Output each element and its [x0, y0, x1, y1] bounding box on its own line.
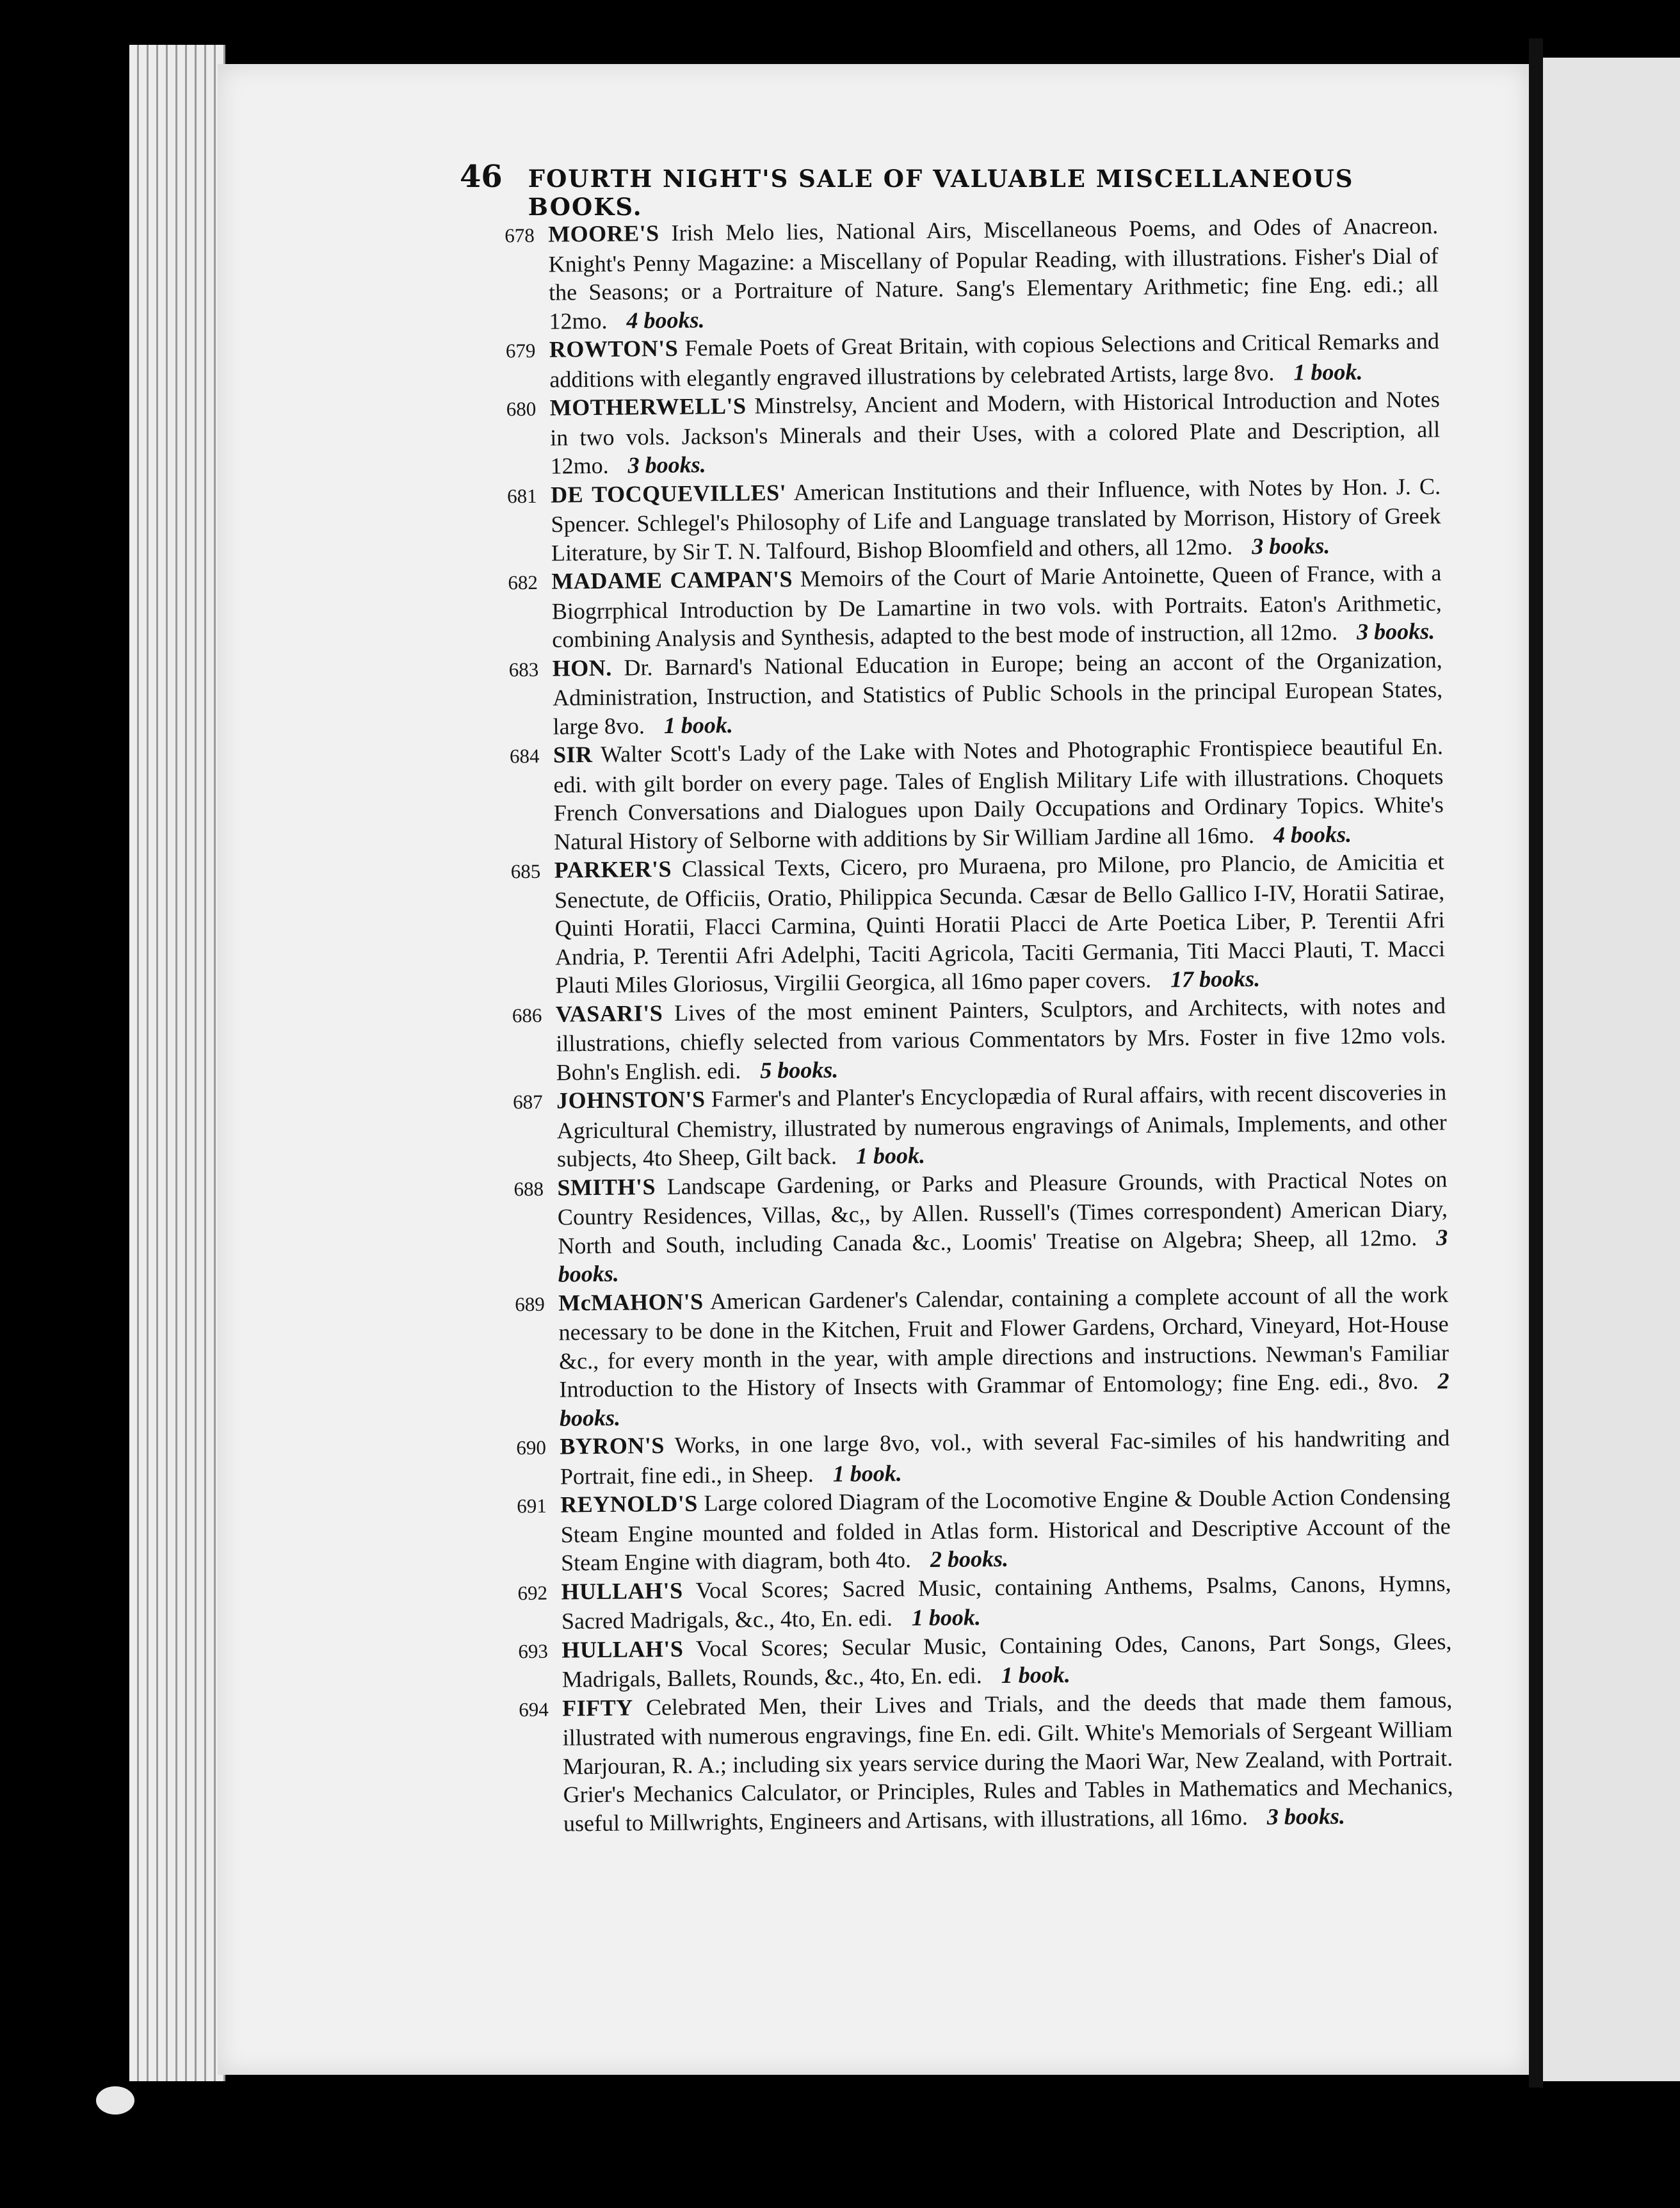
- lot-number: 680: [506, 397, 537, 421]
- lot-description: Irish Melo lies, National Airs, Miscellaneous Poems, and Odes of Anacreon. Knight's Penny Magazine: a Miscellany of Popular Reading, with illustrations. Fisher's Dial of the Seasons; or a Portraiture of Nature. Sang's Elementary Arithmetic; fine Eng. edi.; all 12mo.: [548, 213, 1439, 334]
- lot-description: Classical Texts, Cicero, pro Muraena, pro Milone, pro Plancio, de Amicitia et Senectute, de Officiis, Oratio, Philippica Secunda. Cæsar de Bello Gallico I-IV, Horatii Satirae, Quinti Horatii, Flacci Carmina, Quinti Horatii Placci de Arte Poetica Liber, P. Terentii Afri Andria, P. Terentii Afri Adelphi, Taciti Agricola, Taciti Germania, Titi Macci Plauti, T. Macci Plauti Miles Gloriosus, Virgilii Georgica, all 16mo paper covers.: [554, 848, 1446, 998]
- lot-description: Celebrated Men, their Lives and Trials, and the deeds that made them famous, illustrated with numerous engravings, fine En. edi. Gilt. White's Memorials of Sergeant William Marjouran, R. A.; including six years service during the Maori War, New Zealand, with Portrait. Grier's Mechanics Calculator, or Principles, Rules and Tables in Mathematics and Mechanics, useful to Millwrights, Engineers and Artisans, with illustrations, all 16mo.: [562, 1686, 1453, 1837]
- lot-count: 3 books.: [558, 1224, 1448, 1287]
- lot-title: MADAME CAMPAN'S: [551, 566, 793, 594]
- adjacent-page: [1543, 58, 1680, 2081]
- lot-title: HULLAH'S: [561, 1577, 683, 1605]
- lot-number: 692: [517, 1581, 548, 1604]
- lot-title: VASARI'S: [555, 1000, 663, 1027]
- lot-count: 3 books.: [1356, 618, 1435, 645]
- lot-title: MOTHERWELL'S: [549, 393, 747, 421]
- lot-title: McMAHON'S: [558, 1288, 704, 1316]
- lot-title: SMITH'S: [557, 1173, 656, 1201]
- lot-count: 2 books.: [559, 1368, 1450, 1431]
- lot-count: 1 book.: [663, 711, 734, 738]
- lot-description: Vocal Scores; Secular Music, Containing Odes, Canons, Part Songs, Glees, Madrigals, Ballets, Rounds, &c., 4to, En. edi.: [561, 1628, 1452, 1693]
- lot-entry: [467, 1078, 1447, 1174]
- lot-entry: [460, 385, 1441, 481]
- lot-count: 17 books.: [1170, 966, 1261, 993]
- lot-number: 689: [515, 1292, 545, 1315]
- lot-count: 1 book.: [1293, 358, 1363, 385]
- page-edges: [129, 45, 225, 2081]
- lot-description: Large colored Diagram of the Locomotive Engine & Double Action Condensing Steam Engine mounted and folded in Atlas form. Historical and Descriptive Account of the Steam Engine with diagram, both 4to.: [560, 1483, 1451, 1576]
- lot-entry: [472, 1627, 1452, 1695]
- ink-blot: [96, 2086, 134, 2115]
- lot-count: 3 books.: [1266, 1803, 1346, 1830]
- lot-entry: [469, 1280, 1450, 1433]
- lot-entry: [462, 558, 1442, 654]
- lot-title: DE TOCQUEVILLES': [550, 479, 787, 508]
- lot-number: 690: [516, 1436, 547, 1459]
- lot-description: American Gardener's Calendar, containing a complete account of all the work necessary to be done in the Kitchen, Fruit and Flower Gardens, Orchard, Vineyard, Hot-House &c., for every month in the year, with ample directions and instructions. Newman's Familiar Introduction to the History of Insects with Grammar of Entomology; fine Eng. edi., 8vo.: [558, 1281, 1450, 1402]
- lot-title: MOORE'S: [548, 220, 659, 247]
- lot-number: 687: [513, 1090, 543, 1114]
- lot-description: Dr. Barnard's National Education in Europe; being an accont of the Organization, Administration, Instruction, and Statistics of Public Schools in the principal European States, large 8vo.: [552, 646, 1443, 740]
- lot-title: FIFTY: [562, 1694, 633, 1721]
- lot-number: 684: [509, 744, 540, 768]
- book-gutter: [1529, 38, 1543, 2088]
- lot-title: SIR: [553, 742, 593, 768]
- lot-entry: [467, 1165, 1448, 1290]
- lot-description: Walter Scott's Lady of the Lake with Notes and Photographic Frontispiece beautiful En. edi. with gilt border on every page. Tales of English Military Life with illustrations. Choquets French Conversations and Dialogues upon Daily Occupations and Ordinary Topics. White's Natural History of Selborne with additions by Sir William Jardine all 16mo.: [553, 733, 1444, 855]
- lot-description: Landscape Gardening, or Parks and Pleasure Grounds, with Practical Notes on Country Residences, Villas, &c,, by Allen. Russell's (Times correspondent) American Diary, North and South, including Canada &c., Loomis' Treatise on Algebra; Sheep, all 12mo.: [557, 1165, 1448, 1259]
- lot-number: 693: [518, 1639, 549, 1662]
- lot-description: Memoirs of the Court of Marie Antoinette, Queen of France, with a Biogrrphical Introduction by De Lamartine in two vols. with Portraits. Eaton's Arithmetic, combining Analysis and Synthesis, adapted to the best mode of instruction, all 12mo.: [551, 560, 1442, 653]
- lot-number: 691: [517, 1494, 547, 1518]
- lot-title: HON.: [552, 654, 612, 681]
- lot-count: 3 books.: [1252, 532, 1330, 559]
- lot-title: REYNOLD'S: [560, 1490, 698, 1518]
- lot-entry: [472, 1685, 1453, 1839]
- lot-count: 2 books.: [930, 1545, 1009, 1573]
- lot-number: 682: [508, 571, 538, 594]
- lot-entry: [470, 1424, 1450, 1491]
- lot-count: 3 books.: [627, 451, 706, 478]
- lot-count: 5 books.: [760, 1056, 839, 1084]
- lot-title: JOHNSTON'S: [556, 1086, 706, 1114]
- lot-count: 1 book.: [1001, 1661, 1070, 1688]
- page-number: 46: [460, 159, 503, 195]
- lot-entry: [458, 211, 1439, 336]
- lot-description: Vocal Scores; Sacred Music, containing Anthems, Psalms, Canons, Hymns, Sacred Madrigals, &c., 4to, En. edi.: [561, 1570, 1451, 1634]
- page-header: [460, 159, 1369, 221]
- lot-entry: [471, 1569, 1451, 1637]
- lot-description: Works, in one large 8vo, vol., with several Fac-similes of his handwriting and Portrait, fine edi., in Sheep.: [560, 1425, 1450, 1490]
- lot-number: 678: [505, 223, 535, 247]
- lot-entry: [460, 327, 1440, 394]
- lot-description: Female Poets of Great Britain, with copious Selections and Critical Remarks and additions with elegantly engraved illustrations by celebrated Artists, large 8vo.: [549, 328, 1440, 393]
- lot-description: Minstrelsy, Ancient and Modern, with Historical Introduction and Notes in two vols. Jackson's Minerals and their Uses, with a colored Plate and Description, all 12mo.: [550, 386, 1441, 479]
- lot-entry: [471, 1482, 1451, 1578]
- lot-number: 686: [512, 1003, 542, 1027]
- lot-number: 681: [506, 484, 537, 507]
- lot-description: Lives of the most eminent Painters, Sculptors, and Architects, with notes and illustrations, chiefly selected from various Commentators by Mrs. Foster in five 12mo vols. Bohn's English. edi.: [556, 992, 1446, 1085]
- lot-count: 1 book.: [832, 1459, 902, 1486]
- lot-number: 694: [519, 1698, 549, 1721]
- lot-title: PARKER'S: [554, 856, 672, 883]
- lot-count: 4 books.: [626, 306, 705, 333]
- lot-title: HULLAH'S: [561, 1636, 684, 1663]
- lot-entry: [465, 847, 1446, 1000]
- lot-number: 688: [513, 1177, 544, 1200]
- lot-count: 1 book.: [855, 1142, 926, 1169]
- lot-description: Farmer's and Planter's Encyclopædia of Rural affairs, with recent discoveries in Agricultural Chemistry, illustrated by numerous engravings of Animals, Implements, and other subjects, 4to Sheep, Gilt back.: [556, 1079, 1447, 1172]
- lot-number: 679: [505, 339, 536, 362]
- lot-entry: [464, 732, 1444, 857]
- lot-list: [458, 211, 1453, 1839]
- lot-entry: [466, 991, 1446, 1087]
- lot-number: 685: [510, 859, 541, 883]
- lot-number: 683: [508, 658, 539, 681]
- lot-entry: [463, 645, 1443, 742]
- lot-count: 4 books.: [1273, 821, 1352, 848]
- lot-title: ROWTON'S: [549, 335, 679, 362]
- lot-count: 1 book.: [911, 1604, 981, 1631]
- header-title: FOURTH NIGHT'S SALE OF VALUABLE MISCELLANEOUS BOOKS.: [528, 165, 1354, 221]
- lot-title: BYRON'S: [560, 1432, 665, 1459]
- lot-description: American Institutions and their Influence, with Notes by Hon. J. C. Spencer. Schlegel's Philosophy of Life and Language translated by Morrison, History of Greek Literature, by Sir T. N. Talfourd, Bishop Bloomfield and others, all 12mo.: [551, 473, 1441, 566]
- lot-entry: [461, 472, 1441, 568]
